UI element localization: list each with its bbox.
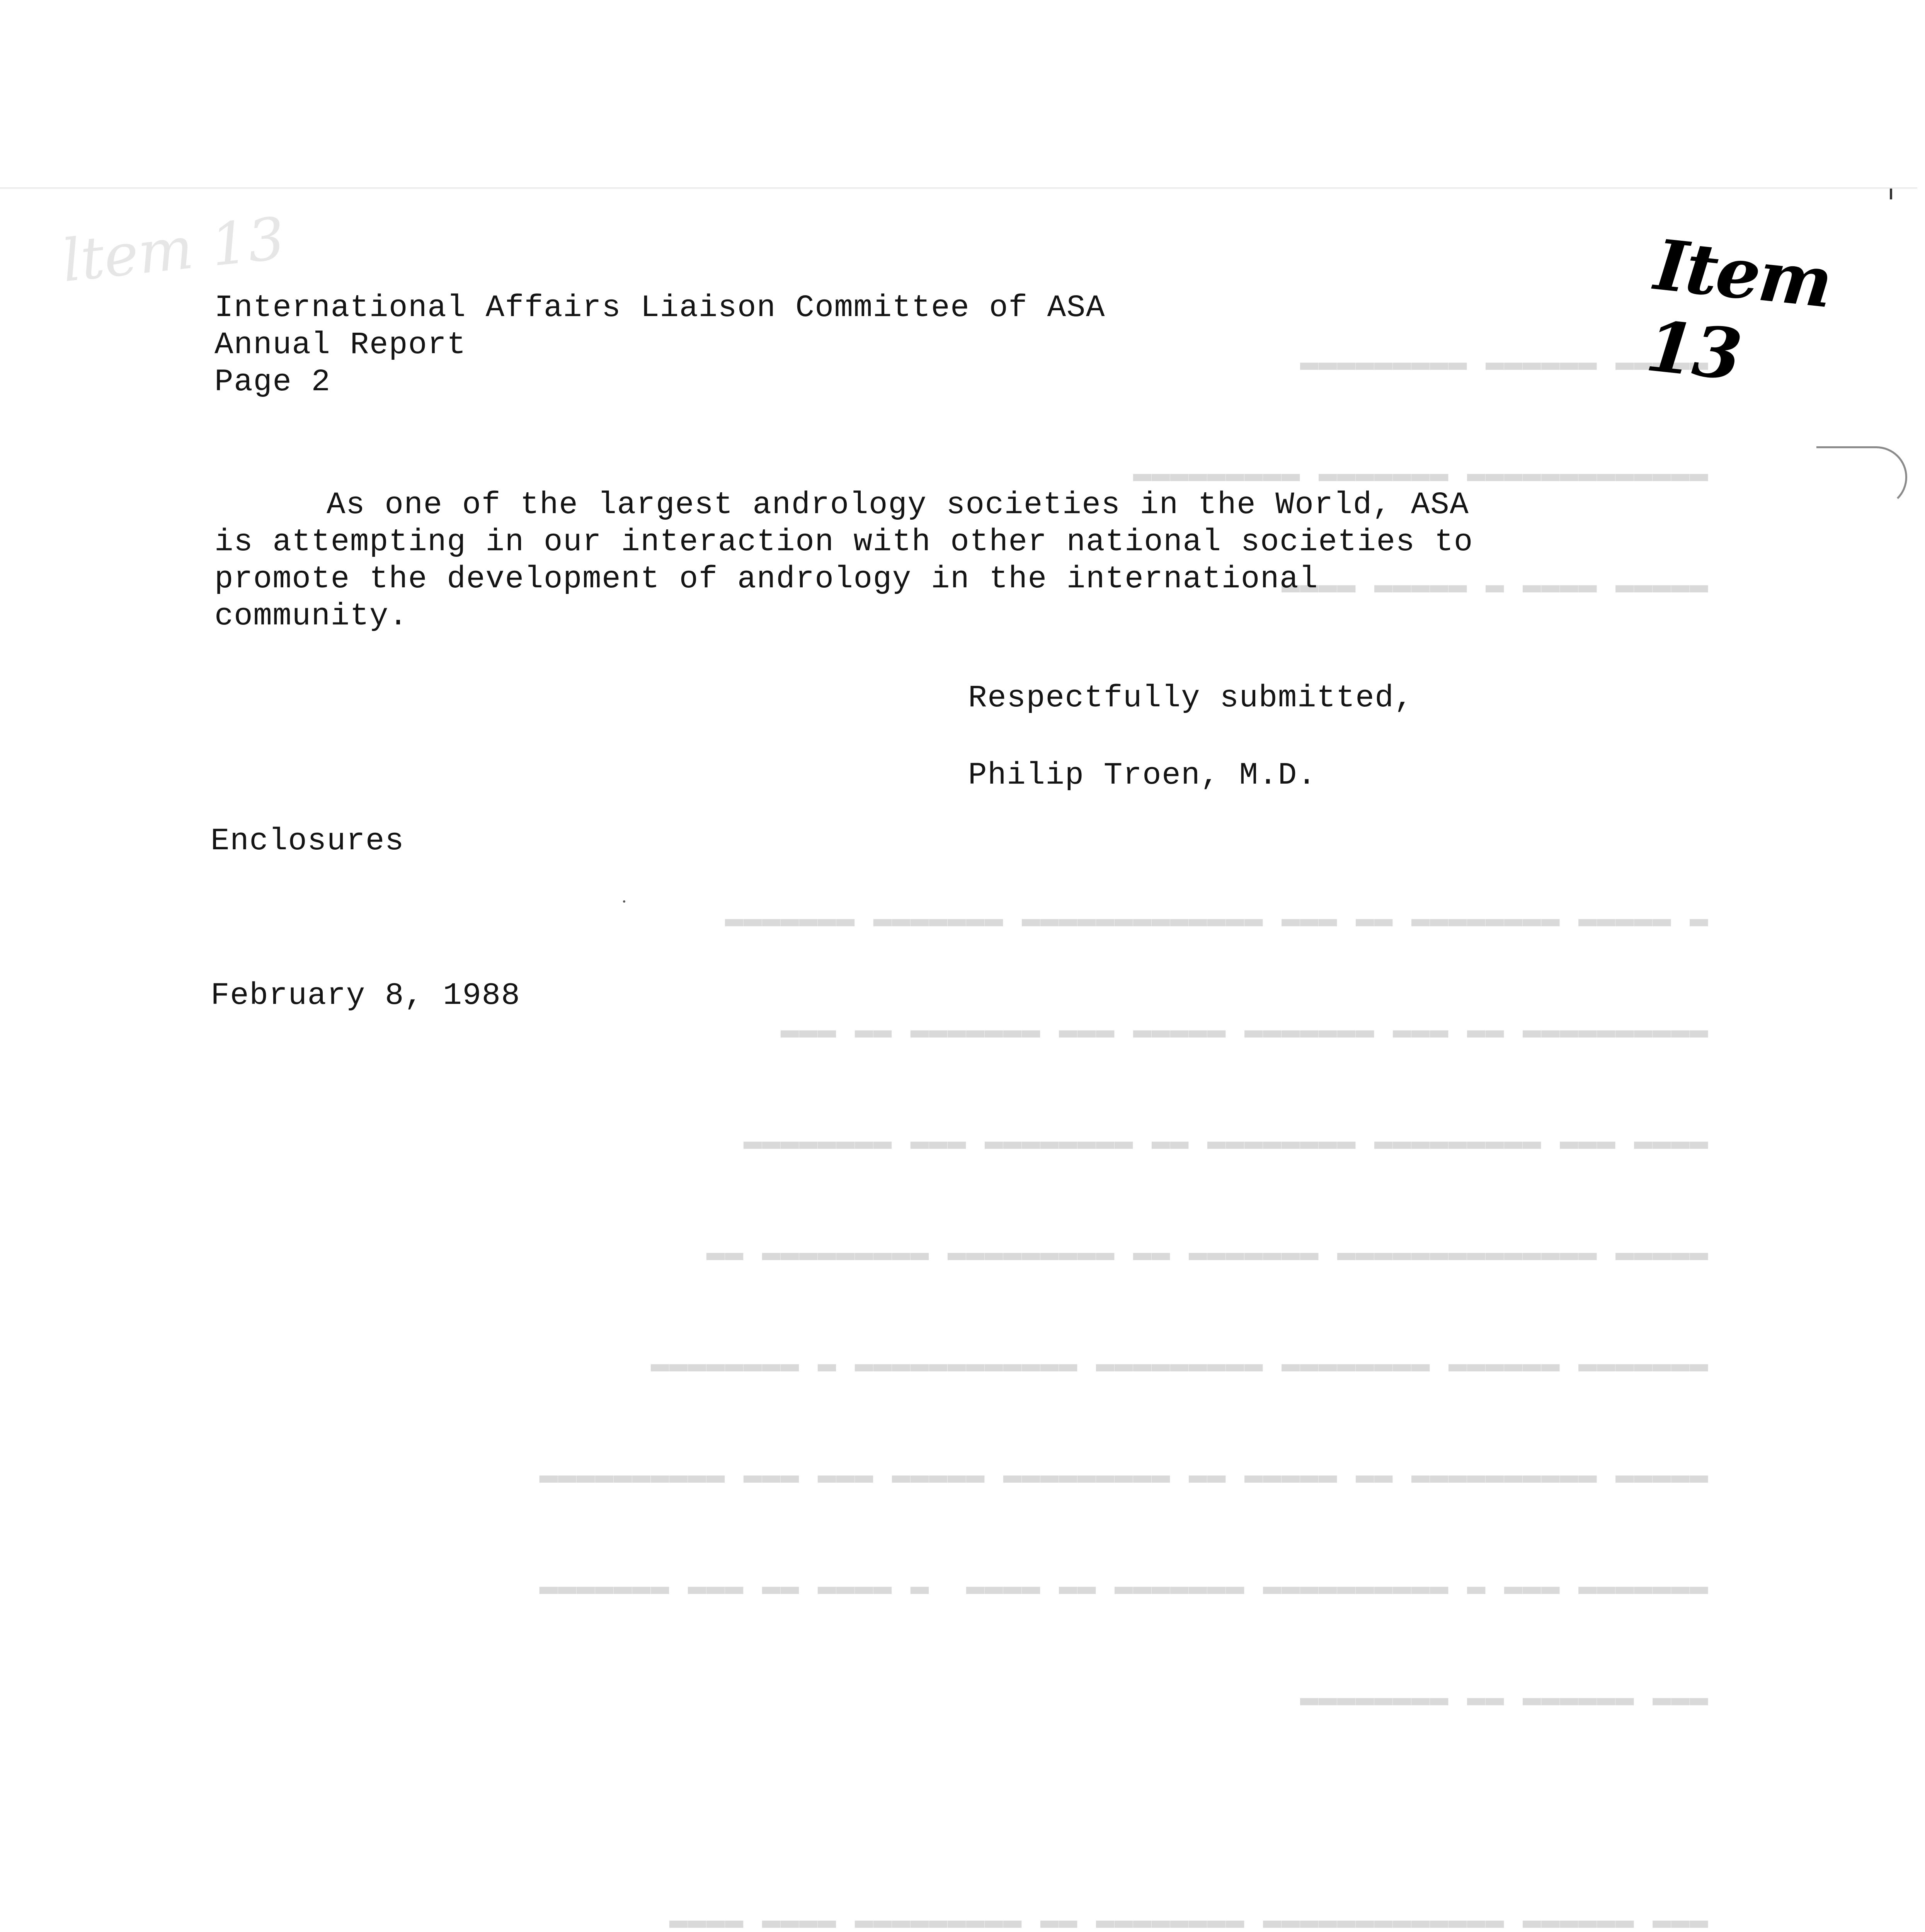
document-date: February 8, 1988 <box>211 978 521 1014</box>
faint-reverse-item-mark: ltem 13 <box>59 205 288 295</box>
page-number: Page 2 <box>214 365 331 400</box>
paper-top-edge <box>0 187 1917 189</box>
body-line: promote the development of andrology in the international <box>214 562 1319 597</box>
closing-salutation: Respectfully submitted, <box>968 681 1414 716</box>
reverse-side-bleed-through: ▬▬▬▬▬ ▬▬▬▬▬▬ ▬▬▬▬▬▬▬▬▬ ▬▬▬▬▬▬▬▬▬▬▬▬▬ ▬▬▬▬▬▬▬ ▬▬▬▬▬▬▬▬▬ ▬▬▬▬▬ ▬▬▬▬ ▬ ▬▬▬▬▬ ▬▬▬▬ ▬ ▬▬▬▬▬ ▬▬▬▬▬▬▬▬ ▬▬ ▬▬▬ ▬▬▬▬▬▬▬▬▬▬▬▬▬ ▬▬▬▬▬▬▬ ▬▬▬▬▬▬▬ ▬▬▬▬▬▬▬▬▬▬ ▬▬ ▬▬▬ ▬▬▬▬▬▬▬ ▬▬▬▬▬ ▬▬▬ ▬▬▬▬▬▬▬ ▬▬ ▬▬▬ ▬▬▬▬ ▬▬▬ ▬▬▬▬▬▬▬▬▬ ▬▬▬▬▬▬▬▬ ▬▬ ▬▬▬▬▬▬▬▬ ▬▬▬ ▬▬▬▬▬▬▬▬ ▬▬▬▬▬ ▬▬▬▬▬▬▬▬▬▬▬▬▬▬ ▬▬▬▬▬▬▬ ▬▬ ▬▬▬▬▬▬▬▬▬ ▬▬▬▬▬▬▬▬▬ ▬▬ ▬▬▬▬▬▬▬ ▬▬▬▬▬▬ ▬▬▬▬▬▬▬▬ ▬▬▬▬▬▬▬▬▬ ▬▬▬▬▬▬▬▬▬▬▬▬ ▬ ▬▬▬▬▬▬▬▬ ▬▬▬▬▬ ▬▬▬▬▬▬▬▬▬▬ ▬▬ ▬▬▬▬▬ ▬▬ ▬▬▬▬▬▬▬▬▬ ▬▬▬▬▬ ▬▬▬ ▬▬▬ ▬▬▬▬▬▬▬▬▬▬ ▬▬▬▬▬▬▬ ▬▬▬ ▬ ▬▬▬▬▬▬▬▬▬▬ ▬▬▬▬▬▬▬ ▬▬ ▬▬▬▬ ▬ ▬▬▬▬ ▬▬ ▬▬▬ ▬▬▬▬▬▬▬ ▬▬▬ ▬▬▬▬▬▬ ▬▬ ▬▬▬▬▬▬▬▬ ▬▬▬ ▬▬▬▬▬▬ ▬▬▬▬▬▬▬▬▬▬▬▬▬ ▬▬▬▬▬▬▬▬ ▬▬ ▬▬▬▬▬▬▬▬▬ ▬▬▬▬ ▬▬▬▬ <box>539 345 1708 1932</box>
committee-name: International Affairs Liaison Committee of ASA <box>214 291 1105 326</box>
report-type: Annual Report <box>214 328 466 363</box>
scanner-background <box>0 0 1917 187</box>
enclosures-note: Enclosures <box>211 824 405 859</box>
body-line: As one of the largest andrology societies in the World, ASA <box>327 488 1469 523</box>
page-curl-mark <box>1816 446 1907 508</box>
handwritten-item-number: Item 13 <box>1642 224 1835 396</box>
report-header <box>214 290 1105 401</box>
body-paragraph <box>214 487 1473 635</box>
edge-mark <box>1890 189 1892 199</box>
body-line: community. <box>214 599 408 634</box>
ink-speck <box>623 900 625 903</box>
body-line: is attempting in our interaction with other national societies to <box>214 525 1474 560</box>
signatory-name: Philip Troen, M.D. <box>968 758 1317 793</box>
